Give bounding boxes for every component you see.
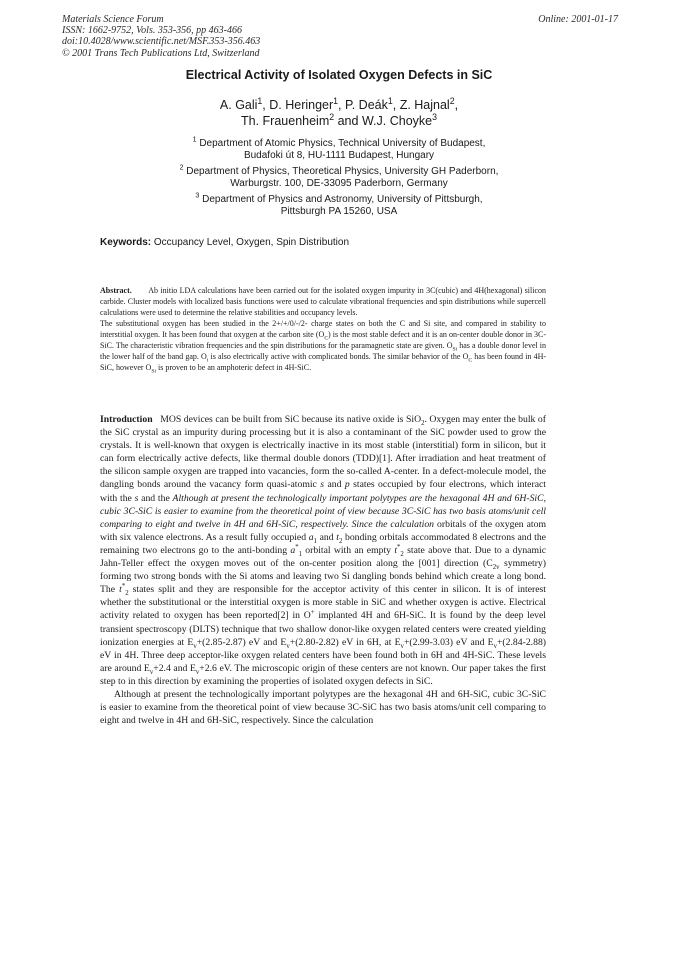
- author-separator: ,: [454, 98, 459, 112]
- subscript: i: [206, 357, 209, 364]
- author-affil-marker: 3: [432, 111, 437, 122]
- abstract-text: has a double donor level in the lower half of the band gap. O: [100, 341, 547, 361]
- affiliation: [0, 194, 678, 219]
- superscript: +: [310, 609, 315, 617]
- section-heading: Introduction: [100, 414, 153, 425]
- body-text: +(2.85-2.87) eV and E: [196, 636, 287, 648]
- body-text: state above that. Due to a dynamic Jahn-Teller effect the oxygen moves out of the on-center position along the [001] direction (C: [100, 544, 547, 570]
- abstract-text: has been found in 4H-SiC, however O: [100, 352, 547, 372]
- math-symbol: t: [336, 531, 339, 543]
- author-and: and: [334, 114, 362, 128]
- body-text: +2.6 eV. The microscopic origin of these centers are not known. Our paper takes the first step to in this direction by examining the properties of isolated oxygen defects in SiC.: [100, 662, 546, 687]
- math-symbol: t: [119, 584, 122, 596]
- superscript: *: [397, 543, 401, 551]
- math-symbol: a: [308, 531, 314, 543]
- affiliation: [0, 166, 678, 191]
- body-text: . Oxygen may enter the bulk of the SiC crystal as an impurity during processing but it is also a contaminant of the SiC powder used to grow the crystals. It is well-known that oxygen is electrically inactive in its most stable (interstitial) form in silicon, but it can form electrically active defects, like thermal double donors (TDD)[1]. After irradiation and heat treatment of the silicon sample oxygen are trapped into vacancies, form the so-called A-center. In a defect-molecule model, the dangling bonds around the vacancy form quasi-atomic: [100, 414, 547, 491]
- introduction-section: [100, 413, 546, 727]
- body-text: +(2.80-2.82) eV in 6H, at E: [289, 636, 401, 648]
- affil-line: Pittsburgh PA 15260, USA: [280, 206, 398, 218]
- issn-line: ISSN: 1662-9752, Vols. 353-356, pp 463-466: [62, 25, 242, 37]
- abstract: [100, 285, 546, 373]
- author-affil-marker: 2: [449, 95, 455, 106]
- affil-number: 2: [179, 164, 184, 172]
- body-text: +(2.84-2.88) eV in 4H. Three deep acceptor-like oxygen related centers have been found both in 6H and 4H-SiC. These levels are around E: [100, 636, 547, 674]
- abstract-text: ) is the most stable defect and it is an on-center double donor in 3C-SiC. The characteristic vibration frequencies and the spin distributions for the paramagnetic state are given. O: [100, 330, 547, 350]
- author-name: W.J. Choyke: [361, 114, 433, 128]
- author-name: P. Deák: [345, 98, 388, 112]
- subscript: 2: [421, 419, 425, 427]
- affil-line: Budafoki út 8, HU-1111 Budapest, Hungary: [243, 150, 435, 162]
- subscript: 2: [338, 537, 343, 545]
- body-text: orbitals of the oxygen atom with six valence electrons. As a result fully occupied: [100, 518, 546, 543]
- affiliation-list: [0, 138, 678, 221]
- affil-number: 3: [195, 192, 200, 200]
- subscript: v: [195, 668, 200, 676]
- keywords-label: Keywords:: [100, 237, 152, 248]
- abstract-text: is proven to be an amphoteric defect in 4H-SiC.: [156, 363, 312, 372]
- body-text: states split and they are responsible for the acceptor activity of this center in silicon. It is of interest whether the substitutional or the interstitial oxygen is more stable in SiC and whether oxygen is active. Electrical activity related to oxygen has been reported[2] in O: [100, 584, 547, 622]
- author-list: [0, 97, 678, 129]
- subscript: v: [400, 642, 404, 650]
- author-separator: ,: [262, 98, 270, 112]
- abstract-text: Ab initio LDA calculations have been carried out for the isolated oxygen impurity in 3C(cubic) and 4H(hexagonal) silicon carbide. Cluster models with localized basis functions were used to calculate vibrational frequencies and spin distributions while supercell calculations were used to determine the relative stabilities and occupancy levels.: [100, 286, 547, 317]
- keywords: [100, 237, 620, 248]
- body-text: bonding orbitals accommodated 8 electrons and the remaining two electrons go to the anti-bonding: [100, 531, 546, 556]
- author-name: D. Heringer: [269, 98, 334, 112]
- journal-name: Materials Science Forum: [62, 14, 164, 25]
- author-name: Th. Frauenheim: [241, 114, 330, 128]
- body-text: states occupied by four electrons, which interact with the: [100, 479, 546, 504]
- affil-number: 1: [192, 136, 197, 144]
- paper-title: Electrical Activity of Isolated Oxygen Defects in SiC: [185, 68, 493, 82]
- author-line-2: [0, 113, 678, 129]
- author-separator: ,: [392, 98, 400, 112]
- abstract-text: is also electrically active with complicated bonds. The similar behavior of the O: [208, 352, 469, 361]
- subscript: v: [193, 642, 197, 650]
- subscript: C: [468, 357, 473, 364]
- subscript: v: [149, 668, 154, 676]
- subscript: 2: [400, 550, 404, 558]
- subscript: C: [324, 335, 329, 342]
- intro-paragraph-2: Although at present the technologically important polytypes are the hexagonal 4H and 6H-SiC, cubic 3C-SiC is easier to examine from the theoretical point of view because 3C-SiC has two basis atoms/unit cell comparing to eight and twelve in 4H and 6H-SiC, respectively. Since the calculation: [100, 688, 546, 727]
- superscript: *: [295, 543, 299, 551]
- abstract-p1: [100, 285, 546, 318]
- author-affil-marker: 1: [257, 95, 263, 106]
- journal-header: [62, 14, 618, 59]
- body-text: implanted 4H and 6H-SiC. It is found by the deep level transient spectroscopy (DLTS) technique that two shallow donor-like oxygen related centers were created yielding ionization energies at E: [100, 610, 547, 648]
- math-symbol: t: [394, 544, 398, 556]
- author-line-1: [0, 97, 678, 113]
- abstract-p2: [100, 318, 546, 373]
- body-text: +(2.99-3.03) eV and E: [403, 636, 494, 648]
- author-affil-marker: 1: [387, 95, 393, 106]
- author-separator: ,: [338, 98, 345, 112]
- body-text: +2.4 and E: [153, 662, 196, 674]
- body-text: and: [324, 479, 345, 491]
- body-text: and the: [138, 492, 173, 504]
- author-name: A. Gali: [219, 98, 258, 112]
- body-text: and: [316, 531, 337, 543]
- affil-line: Department of Atomic Physics, Technical University of Budapest,: [199, 138, 486, 149]
- math-symbol: s: [320, 479, 325, 491]
- affil-line: Department of Physics and Astronomy, University of Pittsburgh,: [202, 193, 483, 205]
- affil-line: Department of Physics, Theoretical Physics, University GH Paderborn,: [186, 165, 499, 177]
- subscript: Si: [151, 368, 156, 375]
- copyright-line: © 2001 Trans Tech Publications Ltd, Switzerland: [62, 47, 260, 59]
- affiliation: [0, 138, 678, 163]
- math-symbol: Although at present the technologically important polytypes are the hexagonal 4H and 6H-SiC, cubic 3C-SiC is easier to examine from the theoretical point of view because 3C-SiC has two basis atoms/unit cell comparing to eight and twelve in 4H and 6H-SiC, respectively. Since the calculation: [100, 492, 546, 530]
- intro-paragraph-1: [100, 413, 546, 688]
- math-symbol: p: [344, 479, 350, 491]
- subscript: v: [493, 642, 497, 650]
- affil-line: Warburgstr. 100, DE-33095 Paderborn, Germany: [230, 178, 448, 190]
- body-text: symmetry) forming two strong bonds with the Si atoms and leaving two Si dangling bonds behind which create a long bond. The: [100, 558, 546, 596]
- subscript: 1: [298, 550, 302, 558]
- superscript: *: [121, 582, 126, 590]
- author-affil-marker: 2: [329, 111, 335, 122]
- subscript: v: [286, 642, 290, 650]
- keywords-text: Occupancy Level, Oxygen, Spin Distribution: [153, 237, 350, 248]
- citation-block: [62, 14, 618, 59]
- body-text: MOS devices can be built from SiC because its native oxide is SiO: [160, 414, 422, 425]
- math-symbol: a: [290, 544, 296, 556]
- math-symbol: s: [134, 492, 139, 504]
- abstract-label: Abstract.: [100, 286, 132, 295]
- author-name: Z. Hajnal: [399, 98, 450, 112]
- subscript: 2: [125, 590, 129, 598]
- author-affil-marker: 1: [333, 95, 339, 106]
- subscript: 2v: [492, 563, 500, 571]
- online-date: Online: 2001-01-17: [538, 14, 618, 25]
- subscript: Si: [452, 346, 458, 353]
- abstract-text: The substitutional oxygen has been studied in the 2+/+/0/-/2- charge states on both the C and Si site, and compared in stability to interstitial oxygen. It has been found that oxygen at the carbon site (O: [100, 319, 546, 339]
- body-text: orbital with an empty: [302, 544, 395, 556]
- doi-line[interactable]: doi:10.4028/www.scientific.net/MSF.353-356.463: [62, 36, 261, 48]
- subscript: 1: [313, 537, 317, 545]
